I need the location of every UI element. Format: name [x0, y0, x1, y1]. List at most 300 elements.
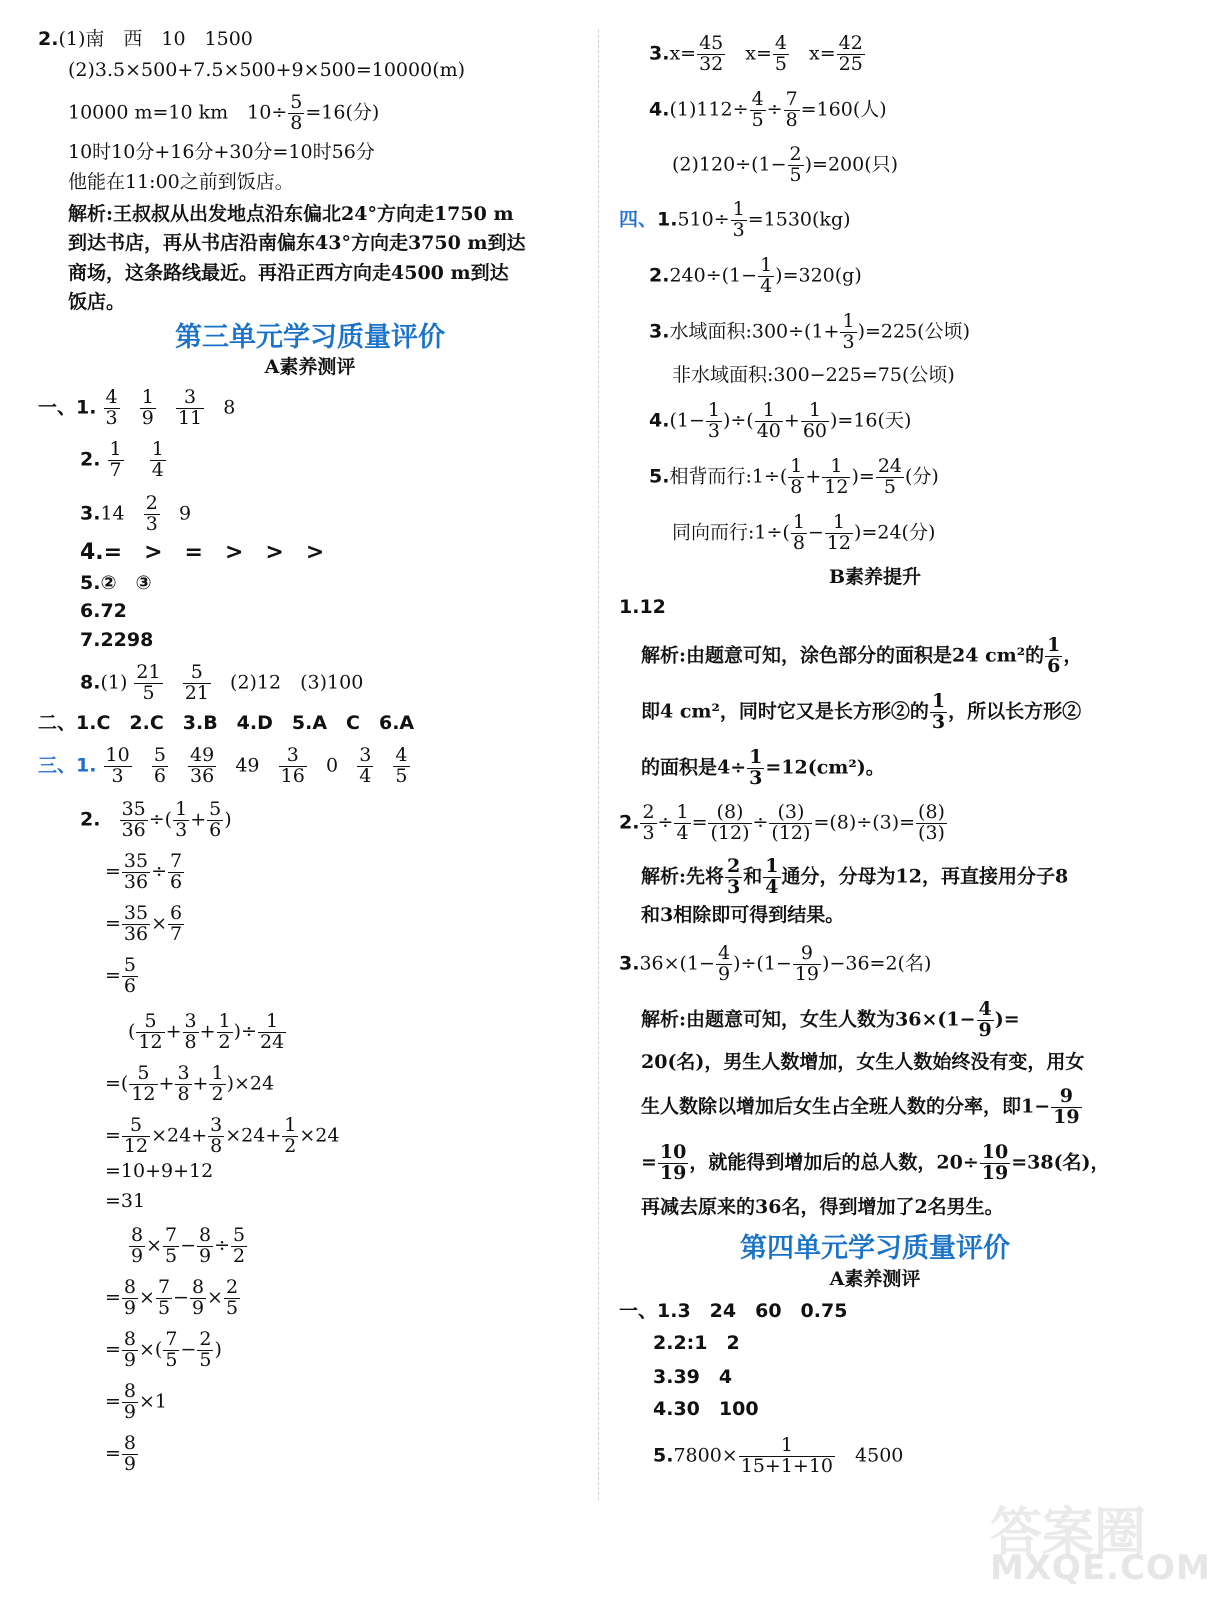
- s4-q1: [619, 200, 851, 241]
- fraction: [134, 663, 162, 704]
- fraction: [288, 93, 304, 134]
- answer-text: (1)南 西 10 1500: [58, 28, 253, 50]
- calc2-line2: [105, 1064, 274, 1105]
- operator: )=225(公顷): [857, 320, 970, 343]
- q-number: 5.: [653, 1444, 674, 1467]
- operator: )=200(只): [804, 153, 899, 176]
- fraction: [175, 1064, 191, 1105]
- operator: )÷: [233, 1020, 257, 1043]
- numerator: 1: [175, 798, 188, 820]
- operator: =(: [105, 1072, 129, 1095]
- numerator: 1: [822, 457, 850, 478]
- numerator: 1: [284, 1114, 297, 1136]
- answer-text: 0: [325, 754, 339, 777]
- operator: =: [105, 1338, 121, 1361]
- q2-analysis-3: [68, 258, 509, 288]
- denominator: 4: [676, 821, 689, 844]
- q-number: 1.: [657, 208, 678, 231]
- numerator: 45: [699, 32, 724, 54]
- q-number: 2.: [80, 448, 101, 471]
- fraction: [357, 746, 373, 787]
- fraction: [122, 1382, 138, 1423]
- b-q1-analysis-1: [641, 636, 1082, 677]
- operator: ×24: [299, 1124, 340, 1147]
- operator: )=320(g): [775, 264, 862, 287]
- fraction: [977, 1000, 994, 1041]
- analysis-text: =38(名)，: [1011, 1151, 1110, 1174]
- denominator: 9: [199, 1244, 212, 1267]
- answer-text: 49: [235, 754, 260, 777]
- numerator: 4: [717, 942, 731, 964]
- numerator: 4: [395, 744, 408, 766]
- numerator: 5: [183, 663, 211, 684]
- fraction: [793, 944, 821, 985]
- denominator: 7: [109, 458, 122, 481]
- operator: =1530(kg): [747, 208, 851, 231]
- denominator: 5: [751, 108, 764, 131]
- operator: 510÷: [677, 208, 730, 231]
- denominator: 9: [191, 1296, 205, 1319]
- section-label: 四、: [619, 208, 658, 231]
- numerator: (8): [918, 801, 945, 823]
- operator: ): [214, 1338, 222, 1361]
- r-q3: [649, 34, 866, 75]
- b-q2-analysis-1: [641, 857, 1068, 898]
- operator: ÷: [151, 860, 168, 883]
- calc3-line1: [128, 1226, 248, 1267]
- fraction: [209, 1064, 225, 1105]
- numerator: 5: [153, 744, 166, 766]
- operator: (1−: [669, 409, 705, 432]
- answer-text: 9: [178, 502, 192, 525]
- numerator: 24: [877, 455, 903, 477]
- fraction: [217, 1012, 233, 1053]
- fraction: [224, 1278, 240, 1319]
- denominator: 6: [209, 818, 222, 841]
- denominator: 8: [785, 108, 798, 131]
- calc3-line5: [105, 1434, 139, 1475]
- answer-text: (1): [100, 671, 128, 694]
- numerator: 8: [131, 1224, 144, 1246]
- operator: ÷(: [148, 808, 173, 831]
- denominator: 8: [290, 111, 303, 134]
- q2-time: [68, 137, 375, 167]
- operator: )÷(: [722, 409, 754, 432]
- fraction: [731, 200, 747, 241]
- denominator: 32: [699, 52, 724, 75]
- q-number: 4.: [649, 98, 670, 121]
- fraction: [258, 1012, 286, 1053]
- denominator: 3: [842, 330, 855, 353]
- operator: =: [105, 964, 121, 987]
- denominator: 8: [210, 1134, 223, 1157]
- fraction: [129, 1064, 157, 1105]
- operator: ×: [207, 1286, 223, 1309]
- fraction: [750, 90, 766, 131]
- numerator: 2: [789, 143, 802, 165]
- numerator: 7: [165, 1328, 178, 1350]
- numerator: 9: [793, 944, 821, 965]
- denominator: 12: [131, 1082, 156, 1105]
- q2-analysis-1: [68, 199, 514, 229]
- denominator: 5: [395, 764, 408, 787]
- answer-text: 8: [223, 396, 236, 419]
- analysis-text: )=: [994, 1008, 1020, 1031]
- column-divider: [598, 30, 599, 1500]
- fraction: [144, 494, 160, 535]
- analysis-text: 的面积是4÷: [641, 756, 747, 779]
- s2-answers: 二、1.C 2.C 3.B 4.D 5.A C 6.A: [38, 712, 415, 734]
- numerator: 5: [123, 954, 137, 976]
- fraction: [104, 388, 120, 429]
- numerator: (8): [708, 803, 751, 824]
- fraction: [279, 746, 307, 787]
- numerator: 7: [165, 1224, 178, 1246]
- answer-text: (2)3.5×500+7.5×500+9×500=10000(m): [68, 59, 466, 81]
- denominator: 9: [123, 1452, 137, 1475]
- fraction: [674, 803, 690, 844]
- numerator: 2: [199, 1328, 212, 1350]
- numerator: 1: [707, 399, 720, 421]
- fraction: [122, 904, 150, 945]
- b-q3: [619, 944, 931, 985]
- numerator: 3: [176, 388, 204, 409]
- fraction: [640, 803, 656, 844]
- unit4-subtitle: A素养测评: [829, 1268, 921, 1290]
- denominator: 9: [123, 1348, 137, 1371]
- u4-q4: 4.30 100: [653, 1398, 759, 1420]
- numerator: 1: [931, 690, 946, 712]
- numerator: 1: [141, 386, 154, 408]
- operator: x=: [669, 42, 697, 65]
- numerator: 6: [170, 902, 183, 924]
- numerator: 1: [1047, 634, 1061, 656]
- fraction: [122, 1330, 138, 1371]
- numerator: 1: [258, 1012, 286, 1033]
- denominator: 3: [732, 218, 745, 241]
- denominator: 6: [153, 764, 166, 787]
- numerator: 3: [184, 1010, 197, 1032]
- numerator: 1: [109, 438, 122, 460]
- fraction: [725, 857, 742, 898]
- fraction: [122, 1116, 150, 1157]
- s3-q1: [38, 746, 411, 787]
- s1-q5: 5.② ③: [80, 572, 152, 594]
- unit3-title: 第三单元学习质量评价: [175, 322, 445, 353]
- fraction: [788, 145, 804, 186]
- fraction: [763, 857, 780, 898]
- q-number: 2.: [80, 808, 101, 831]
- fraction: [120, 800, 148, 841]
- operator: −: [180, 1338, 197, 1361]
- numerator: 1: [739, 1436, 835, 1457]
- numerator: 7: [785, 88, 798, 110]
- operator: ×24+: [151, 1124, 208, 1147]
- fraction: [708, 803, 751, 844]
- denominator: 36: [123, 870, 149, 893]
- analysis-text: 解析:由题意可知，女生人数为36×(1−: [641, 1008, 976, 1031]
- operator: ×: [151, 912, 168, 935]
- numerator: 21: [136, 661, 161, 683]
- b-q2-analysis-2: 和3相除即可得到结果。: [641, 904, 845, 926]
- s4-q5: [649, 457, 939, 498]
- denominator: 24: [259, 1030, 285, 1053]
- fraction: [197, 1330, 213, 1371]
- q-number: 3.: [649, 42, 670, 65]
- calc2-line5: =31: [105, 1190, 146, 1212]
- operator: ÷: [214, 1234, 231, 1257]
- calc3-line2: [105, 1278, 241, 1319]
- denominator: 19: [981, 1161, 1009, 1184]
- denominator: 3: [727, 875, 741, 898]
- answer-text: 他能在11:00之前到饭店。: [68, 171, 294, 193]
- numerator: 4: [105, 386, 118, 408]
- denominator: 9: [717, 962, 731, 985]
- fraction: [122, 1434, 138, 1475]
- b-q3-analysis-2: 20(名)，男生人数增加，女生人数始终没有变，用女: [641, 1051, 1085, 1073]
- analysis-text: =12(cm²)。: [765, 756, 885, 779]
- fraction: [122, 852, 150, 893]
- denominator: 5: [789, 163, 802, 186]
- numerator: 9: [1051, 1087, 1081, 1108]
- numerator: 4: [751, 88, 764, 110]
- operator: =: [691, 811, 708, 834]
- operator: 240÷(1−: [669, 264, 758, 287]
- numerator: 1: [765, 855, 779, 877]
- analysis-text: ，就能得到增加后的总人数，20÷: [689, 1151, 979, 1174]
- b-q3-analysis-4: [641, 1143, 1110, 1184]
- numerator: 1: [218, 1010, 231, 1032]
- fraction: [788, 457, 804, 498]
- calc2-line3: [105, 1116, 339, 1157]
- denominator: 36: [123, 922, 149, 945]
- numerator: 3: [177, 1062, 190, 1084]
- operator: ÷: [657, 811, 674, 834]
- operator: 7800×: [673, 1444, 738, 1467]
- b-q1-analysis-3: [641, 748, 885, 789]
- operator: +: [805, 465, 822, 488]
- s1-q1: [38, 388, 235, 429]
- q2-part2: [68, 55, 465, 85]
- operator: =: [105, 1390, 121, 1413]
- fraction: [801, 401, 829, 442]
- numerator: 8: [123, 1432, 137, 1454]
- analysis-text: 即4 cm²，同时它又是长方形②的: [641, 700, 929, 723]
- operator: (1)112÷: [669, 98, 749, 121]
- analysis-text: 饭店。: [68, 291, 126, 313]
- numerator: 1: [749, 746, 763, 768]
- answer-text: (2)12 (3)100: [230, 671, 364, 694]
- s4-q3: [649, 312, 970, 353]
- fraction: [150, 440, 166, 481]
- numerator: 35: [123, 902, 149, 924]
- q-number: 一、1.: [38, 396, 97, 419]
- numerator: 10: [659, 1141, 687, 1163]
- operator: ): [224, 808, 232, 831]
- numerator: 5: [129, 1064, 157, 1085]
- calc2-line1: [128, 1012, 287, 1053]
- s1-q7: 7.2298: [80, 629, 154, 651]
- denominator: 5: [157, 1296, 171, 1319]
- numerator: 1: [755, 401, 783, 422]
- q-number: 3.: [80, 502, 101, 525]
- operator: =: [105, 1124, 121, 1147]
- denominator: 2: [211, 1082, 224, 1105]
- analysis-text: 生人数除以增加后女生占全班人数的分率，即1−: [641, 1095, 1051, 1118]
- fraction: [784, 90, 800, 131]
- denominator: 12: [824, 475, 849, 498]
- denominator: 5: [774, 52, 788, 75]
- analysis-text: 到达书店，再从书店沿南偏东43°方向走3750 m到达: [68, 232, 526, 254]
- q-number: 2.: [619, 811, 640, 834]
- fraction: [825, 513, 853, 554]
- operator: 36×(1−: [639, 952, 715, 975]
- numerator: 5: [122, 1116, 150, 1137]
- fraction: [876, 457, 904, 498]
- numerator: 7: [170, 850, 183, 872]
- fraction: [791, 513, 807, 554]
- s4-q4: [649, 401, 911, 442]
- fraction: [136, 1012, 164, 1053]
- fraction: [393, 746, 409, 787]
- operator: +: [165, 1020, 182, 1043]
- denominator: 3: [105, 406, 118, 429]
- numerator: 5: [290, 91, 303, 113]
- denominator: 5: [165, 1244, 178, 1267]
- operator: ×1: [139, 1390, 168, 1413]
- numerator: (3): [769, 803, 812, 824]
- answer-text: 10时10分+16分+30分=10时56分: [68, 141, 375, 163]
- numerator: 1: [792, 511, 805, 533]
- q2-part1: [38, 24, 253, 54]
- fraction: [658, 1143, 688, 1184]
- operator: +: [190, 808, 207, 831]
- denominator: 4: [760, 274, 773, 297]
- denominator: 4: [765, 875, 779, 898]
- operator: (2)120÷(1−: [672, 153, 787, 176]
- q-number: 三、1.: [38, 754, 97, 777]
- fraction: [207, 800, 223, 841]
- numerator: 10: [981, 1141, 1009, 1163]
- denominator: 12: [138, 1030, 163, 1053]
- fraction: [188, 746, 216, 787]
- denominator: (12): [710, 821, 750, 844]
- answer-text: =16(分): [305, 101, 380, 124]
- watermark-url: MXQE.COM: [990, 1548, 1211, 1588]
- numerator: 1: [790, 455, 803, 477]
- fraction: [1045, 636, 1062, 677]
- numerator: 8: [123, 1276, 137, 1298]
- denominator: 9: [141, 406, 154, 429]
- denominator: 12: [123, 1134, 149, 1157]
- calc1-line1: [80, 800, 232, 841]
- denominator: 60: [802, 419, 828, 442]
- numerator: 1: [211, 1062, 224, 1084]
- numerator: 1: [842, 310, 855, 332]
- fraction: [168, 904, 184, 945]
- denominator: 3: [145, 512, 158, 535]
- denominator: 19: [1053, 1105, 1080, 1128]
- s4-q3-b: 非水域面积:300−225=75(公顷): [672, 364, 955, 386]
- b-q3-analysis-3: [641, 1087, 1083, 1128]
- numerator: 5: [209, 798, 222, 820]
- fraction: [747, 748, 764, 789]
- denominator: 3: [931, 710, 946, 733]
- denominator: 36: [121, 818, 146, 841]
- q-number: 3.: [619, 952, 640, 975]
- q-number: 3.: [649, 320, 670, 343]
- fraction: [755, 401, 783, 442]
- denominator: 3: [707, 419, 720, 442]
- fraction: [697, 34, 725, 75]
- fraction: [168, 852, 184, 893]
- q2-distance: [68, 93, 379, 134]
- b-q3-analysis-1: [641, 1000, 1020, 1041]
- denominator: 9: [978, 1018, 992, 1041]
- operator: )÷(1−: [733, 952, 792, 975]
- numerator: 42: [838, 32, 863, 54]
- fraction: [183, 663, 211, 704]
- denominator: 12: [826, 531, 852, 554]
- fraction: [739, 1436, 835, 1477]
- fraction: [773, 34, 789, 75]
- fraction: [197, 1226, 213, 1267]
- denominator: 3: [642, 821, 655, 844]
- r-q4-2: [672, 145, 898, 186]
- fraction: [122, 956, 138, 997]
- denominator: 2: [218, 1030, 231, 1053]
- b-q1-analysis-2: [641, 692, 1081, 733]
- fraction: [163, 1330, 179, 1371]
- numerator: 1: [151, 438, 164, 460]
- fraction: [1051, 1087, 1081, 1128]
- operator: 同向而行:1÷(: [672, 521, 790, 544]
- numerator: 35: [121, 798, 146, 820]
- operator: ×: [139, 1286, 155, 1309]
- b-q3-analysis-5: 再减去原来的36名，得到增加了2名男生。: [641, 1196, 1004, 1218]
- fraction: [822, 457, 850, 498]
- denominator: 5: [225, 1296, 239, 1319]
- operator: 水域面积:300÷(1+: [669, 320, 840, 343]
- denominator: 36: [190, 764, 215, 787]
- s4-q2: [649, 256, 862, 297]
- fraction: [152, 746, 168, 787]
- operator: =: [105, 912, 121, 935]
- fraction: [140, 388, 156, 429]
- denominator: 6: [1047, 654, 1061, 677]
- q-number: 2.: [649, 264, 670, 287]
- operator: −: [807, 521, 824, 544]
- operator: x=: [726, 42, 772, 65]
- fraction: [916, 803, 947, 844]
- denominator: 2: [284, 1134, 297, 1157]
- denominator: 4: [151, 458, 164, 481]
- operator: ×: [146, 1234, 163, 1257]
- operator: =(8)÷(3)=: [813, 811, 916, 834]
- denominator: 4: [359, 764, 372, 787]
- b-q1: 1.12: [619, 596, 666, 618]
- q-number: 5.: [649, 465, 670, 488]
- fraction: [183, 1012, 199, 1053]
- numerator: 2: [727, 855, 741, 877]
- analysis-text: 解析:王叔叔从出发地点沿东偏北24°方向走1750 m: [68, 203, 514, 225]
- denominator: 40: [756, 419, 781, 442]
- fraction: [173, 800, 189, 841]
- q2-analysis-2: [68, 228, 526, 258]
- answer-text: 14: [100, 502, 125, 525]
- b-q2: [619, 803, 948, 844]
- numerator: 8: [123, 1380, 137, 1402]
